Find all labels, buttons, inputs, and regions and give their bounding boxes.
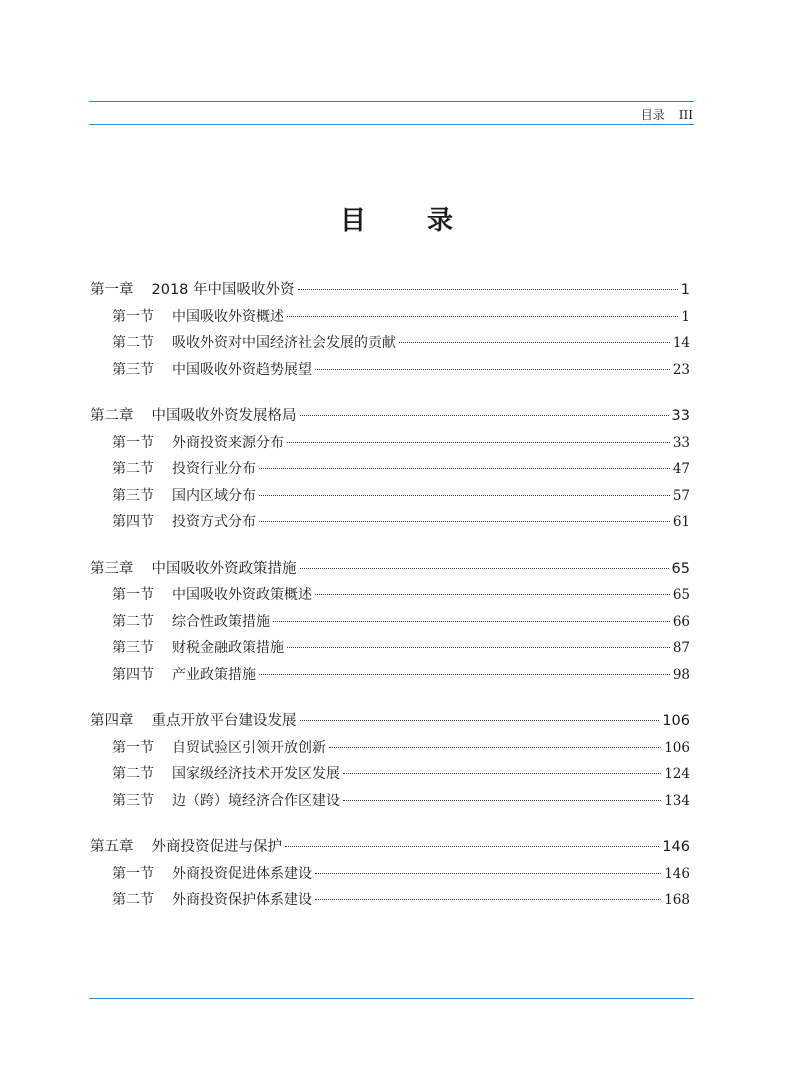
chapter-title: 中国吸收外资发展格局 [151,408,297,424]
section-page-number: 98 [672,666,690,683]
section-number: 第二节 [112,613,154,630]
section-page-number: 124 [664,766,690,782]
leader-dots [287,316,678,317]
chapter-page-number: 1 [680,282,690,298]
leader-dots [300,720,660,721]
running-header-label: 目录 [640,108,665,122]
toc-section-entry[interactable] [90,662,690,689]
section-page-number: 168 [664,892,690,908]
toc-title: 目 录 [339,206,480,236]
running-header-page-number: III [678,108,693,122]
section-title: 财税金融政策措施 [172,640,284,656]
section-page-number: 66 [672,613,690,630]
leader-dots [343,800,661,801]
leader-dots [285,846,659,847]
section-title: 吸收外资对中国经济社会发展的贡献 [172,335,396,351]
leader-dots [300,568,669,569]
chapter-title: 外商投资促进与保护 [151,839,282,855]
header-rule-top [89,101,694,102]
section-number: 第三节 [112,487,154,504]
section-title: 国家级经济技术开发区发展 [172,766,340,782]
section-page-number: 146 [664,865,690,882]
toc-section-entry[interactable] [90,887,690,914]
section-page-number: 57 [672,487,690,504]
leader-dots [273,621,670,622]
leader-dots [329,747,661,748]
leader-dots [399,342,670,343]
chapter-page-number: 146 [662,839,690,855]
toc-chapter-entry[interactable] [90,708,690,735]
section-number: 第三节 [112,792,154,809]
chapter-page-number: 33 [671,408,690,424]
section-page-number: 87 [672,640,690,656]
chapter-sections [90,735,690,815]
toc-chapter-entry[interactable] [90,403,690,430]
section-title: 综合性政策措施 [172,613,270,630]
section-number: 第三节 [112,640,154,656]
toc-section-entry[interactable] [90,788,690,815]
section-number: 第一节 [112,739,154,756]
section-number: 第二节 [112,335,154,351]
chapter-sections [90,861,690,914]
chapter-number: 第五章 [90,839,134,855]
chapter-sections [90,430,690,536]
section-number: 第三节 [112,361,154,378]
section-title: 外商投资来源分布 [172,434,284,451]
header-rule-bottom [89,124,694,125]
chapter-title: 重点开放平台建设发展 [151,713,297,729]
chapter-title: 中国吸收外资政策措施 [151,560,297,577]
toc-chapter-entry[interactable] [90,834,690,861]
toc-chapter-entry[interactable] [90,277,690,304]
toc-chapter-5 [90,834,690,914]
section-number: 第一节 [112,587,154,603]
leader-dots [315,873,661,874]
toc-section-entry[interactable] [90,635,690,662]
section-number: 第四节 [112,666,154,683]
section-number: 第二节 [112,766,154,782]
toc-section-entry[interactable] [90,456,690,483]
section-page-number: 134 [664,792,690,809]
chapter-number: 第一章 [90,282,134,298]
leader-dots [300,415,669,416]
running-header [641,106,693,123]
chapter-sections [90,304,690,384]
footer-rule [89,998,694,999]
toc-section-entry[interactable] [90,761,690,788]
chapter-page-number: 106 [662,713,690,729]
section-page-number: 1 [681,308,690,325]
toc-chapter-2 [90,403,690,536]
section-title: 外商投资保护体系建设 [172,892,312,908]
section-number: 第二节 [112,892,154,908]
section-page-number: 14 [672,335,690,351]
toc-section-entry[interactable] [90,483,690,510]
toc-section-entry[interactable] [90,861,690,888]
toc-section-entry[interactable] [90,609,690,636]
toc-section-entry[interactable] [90,304,690,331]
chapter-number: 第三章 [90,560,134,577]
chapter-sections [90,582,690,688]
toc-chapter-3 [90,556,690,689]
leader-dots [287,647,670,648]
section-number: 第一节 [112,865,154,882]
leader-dots [259,495,670,496]
leader-dots [259,521,670,522]
leader-dots [315,594,670,595]
section-title: 中国吸收外资政策概述 [172,587,312,603]
toc-section-entry[interactable] [90,357,690,384]
section-number: 第二节 [112,461,154,477]
section-page-number: 106 [664,739,690,756]
leader-dots [315,899,661,900]
leader-dots [343,773,661,774]
section-page-number: 33 [672,434,690,451]
chapter-page-number: 65 [671,560,690,577]
section-number: 第四节 [112,514,154,530]
toc-chapter-1 [90,277,690,383]
section-title: 国内区域分布 [172,487,256,504]
chapter-number: 第四章 [90,713,134,729]
toc-chapter-4 [90,708,690,814]
chapter-title: 2018 年中国吸收外资 [151,282,295,298]
leader-dots [287,442,670,443]
section-title: 中国吸收外资趋势展望 [172,361,312,378]
section-title: 投资方式分布 [172,514,256,530]
toc-section-entry[interactable] [90,582,690,609]
section-title: 自贸试验区引领开放创新 [172,739,326,756]
leader-dots [315,369,670,370]
section-page-number: 23 [672,361,690,378]
toc-section-entry[interactable] [90,330,690,357]
toc-section-entry[interactable] [90,430,690,457]
toc-chapter-entry[interactable] [90,556,690,583]
leader-dots [259,674,670,675]
leader-dots [259,468,670,469]
section-page-number: 61 [672,514,690,530]
section-title: 投资行业分布 [172,461,256,477]
chapter-number: 第二章 [90,408,134,424]
leader-dots [298,289,678,290]
section-title: 中国吸收外资概述 [172,308,284,325]
toc-section-entry[interactable] [90,509,690,536]
section-page-number: 65 [672,587,690,603]
section-number: 第一节 [112,308,154,325]
section-page-number: 47 [672,461,690,477]
section-title: 边（跨）境经济合作区建设 [172,792,340,809]
toc-section-entry[interactable] [90,735,690,762]
section-title: 产业政策措施 [172,666,256,683]
table-of-contents [90,277,690,934]
section-title: 外商投资促进体系建设 [172,865,312,882]
section-number: 第一节 [112,434,154,451]
